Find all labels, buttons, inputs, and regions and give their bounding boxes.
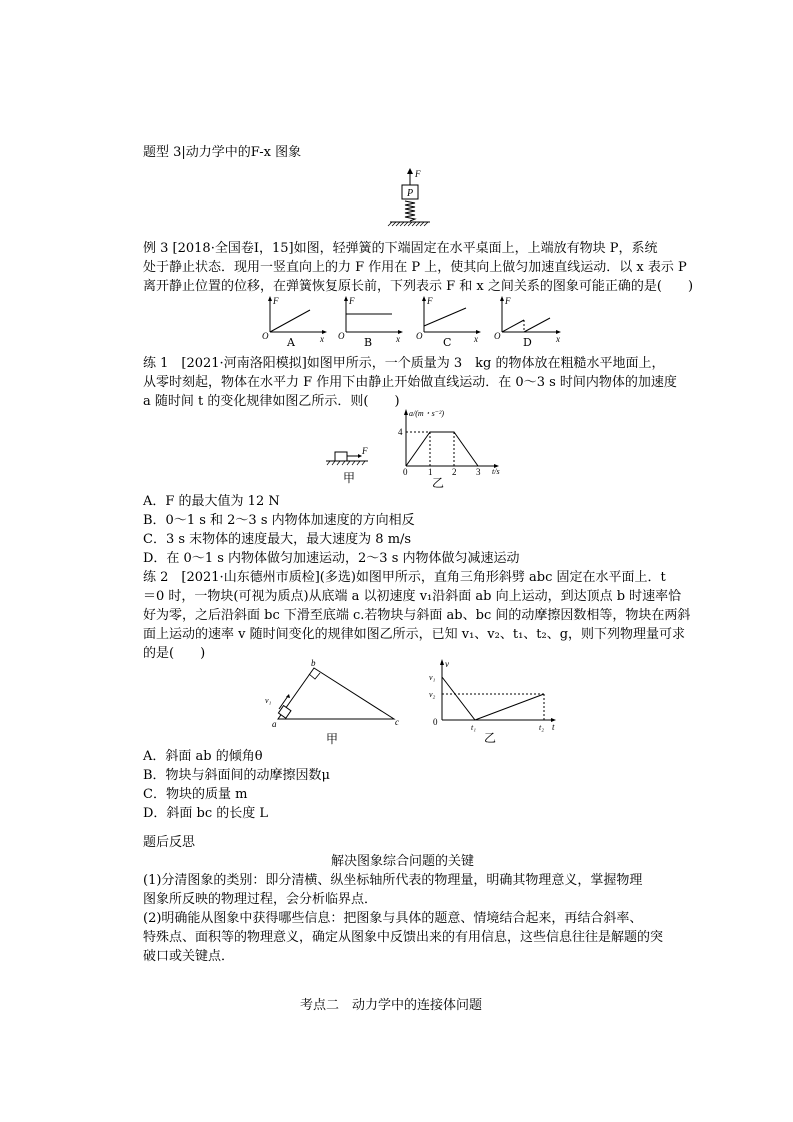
- reflection-line-3: (2)明确能从图象中获得哪些信息：把图象与具体的题意、情境结合起来，再结合斜率、: [143, 911, 643, 926]
- practice2-caption-yi: 乙: [484, 731, 497, 745]
- svg-text:x: x: [474, 334, 478, 344]
- practice2-line-5: 的是( ): [143, 646, 206, 661]
- practice2-figure-yi: [425, 657, 560, 737]
- example1-line-1: 例 3 [2018·全国卷Ⅰ，15]如图，轻弹簧的下端固定在水平桌面上，上端放有物块 P，系统: [143, 241, 658, 256]
- svg-text:v₁: v₁: [429, 673, 436, 682]
- svg-text:a: a: [272, 719, 277, 729]
- svg-text:0: 0: [433, 717, 438, 727]
- practice1-caption-jia: 甲: [343, 471, 356, 485]
- option-b-label: B: [364, 336, 373, 349]
- svg-text:x: x: [396, 334, 400, 344]
- svg-text:v: v: [445, 659, 449, 669]
- practice2-line-1: 练 2 [2021·山东德州市质检](多选)如图甲所示，直角三角形斜劈 abc 固定在水平面上．t: [143, 570, 666, 585]
- reflection-line-5: 破口或关键点．: [143, 949, 235, 964]
- svg-text:F: F: [427, 296, 433, 306]
- reflection-line-2: 图象所反映的物理过程，会分析临界点．: [143, 892, 378, 907]
- practice1-line-1: 练 1 [2021·河南洛阳模拟]如图甲所示，一个质量为 3 kg 的物体放在粗糙水平地面上，: [143, 356, 665, 371]
- svg-text:O: O: [494, 331, 501, 341]
- svg-text:t: t: [552, 722, 555, 732]
- svg-text:c: c: [395, 717, 399, 727]
- reflection-heading: 题后反思: [143, 835, 196, 850]
- svg-text:t₂: t₂: [539, 723, 545, 732]
- reflection-line-4: 特殊点、面积等的物理意义，确定从图象中反馈出来的有用信息，这些信息往往是解题的突: [143, 930, 664, 945]
- svg-text:F: F: [505, 296, 511, 306]
- option-d-label: D: [523, 336, 532, 349]
- svg-text:b: b: [311, 658, 316, 668]
- next-section-title: 考点二 动力学中的连接体问题: [300, 998, 483, 1013]
- reflection-title: 解决图象综合问题的关键: [331, 854, 475, 869]
- option-a-graph: [262, 296, 332, 344]
- example1-line-2: 处于静止状态．现用一竖直向上的力 F 作用在 P 上，使其向上做匀加速直线运动．以 x 表示 P: [143, 260, 687, 275]
- svg-text:x: x: [556, 334, 560, 344]
- practice2-line-4: 面上运动的速率 v 随时间变化的规律如图乙所示，已知 v₁、v₂、t₁、t₂、g，则下列物理量可求: [143, 627, 686, 642]
- practice2-option-c: C．物块的质量 m: [143, 787, 248, 802]
- svg-text:O: O: [338, 331, 345, 341]
- practice2-line-3: 好为零，之后沿斜面 bc 下滑至底端 c.若物块与斜面 ab、bc 间的动摩擦因数相等，物块在两斜: [143, 608, 691, 623]
- svg-text:v₁: v₁: [265, 696, 272, 705]
- practice1-option-a: A．F 的最大值为 12 N: [143, 494, 280, 509]
- svg-text:v₂: v₂: [429, 690, 436, 699]
- practice2-option-b: B．物块与斜面间的动摩擦因数μ: [143, 768, 331, 783]
- svg-text:O: O: [262, 331, 269, 341]
- practice1-option-d: D．在 0～1 s 内物体做匀加速运动，2～3 s 内物体做匀减速运动: [143, 551, 520, 566]
- svg-text:a/(m・s⁻²): a/(m・s⁻²): [409, 409, 445, 418]
- example1-line-3: 离开静止位置的位移，在弹簧恢复原长前，下列表示 F 和 x 之间关系的图象可能正确的是( ): [143, 279, 694, 294]
- spring-block-figure: [375, 168, 435, 233]
- force-label: F: [415, 169, 421, 179]
- practice2-line-2: ＝0 时，一物块(可视为质点)从底端 a 以初速度 v₁沿斜面 ab 向上运动，到达顶点 b 时速率恰: [143, 589, 682, 604]
- section-header: 题型 3|动力学中的F-x 图象: [143, 145, 302, 160]
- option-b-graph: [338, 296, 408, 344]
- practice1-figure-jia: [322, 447, 382, 467]
- practice1-line-3: a 随时间 t 的变化规律如图乙所示．则( ): [143, 394, 400, 409]
- reflection-line-1: (1)分清图象的类别：即分清横、纵坐标轴所代表的物理量，明确其物理意义，掌握物理: [143, 873, 643, 888]
- option-a-label: A: [287, 336, 295, 349]
- svg-text:3: 3: [476, 467, 481, 477]
- svg-text:F: F: [349, 296, 355, 306]
- svg-text:O: O: [416, 331, 423, 341]
- svg-text:0: 0: [403, 467, 408, 477]
- option-c-label: C: [443, 336, 452, 349]
- svg-text:t/s: t/s: [492, 467, 500, 476]
- svg-text:t₁: t₁: [471, 723, 477, 732]
- svg-text:4: 4: [398, 427, 403, 437]
- block-label: P: [407, 188, 414, 199]
- svg-text:F: F: [273, 296, 279, 306]
- svg-text:1: 1: [428, 467, 433, 477]
- practice1-caption-yi: 乙: [432, 476, 445, 490]
- practice2-option-d: D．斜面 bc 的长度 L: [143, 806, 269, 821]
- svg-text:F: F: [362, 446, 368, 456]
- practice1-option-c: C．3 s 末物体的速度最大，最大速度为 8 m/s: [143, 532, 412, 547]
- practice2-caption-jia: 甲: [326, 732, 339, 746]
- practice1-figure-yi: [396, 408, 511, 476]
- svg-text:x: x: [320, 334, 324, 344]
- svg-text:2: 2: [452, 467, 457, 477]
- practice2-option-a: A．斜面 ab 的倾角θ: [143, 749, 263, 764]
- practice1-option-b: B．0～1 s 和 2～3 s 内物体加速度的方向相反: [143, 513, 415, 528]
- practice2-figure-jia: [262, 660, 410, 728]
- practice1-line-2: 从零时刻起，物体在水平力 F 作用下由静止开始做直线运动．在 0～3 s 时间内物体的加速度: [143, 375, 677, 390]
